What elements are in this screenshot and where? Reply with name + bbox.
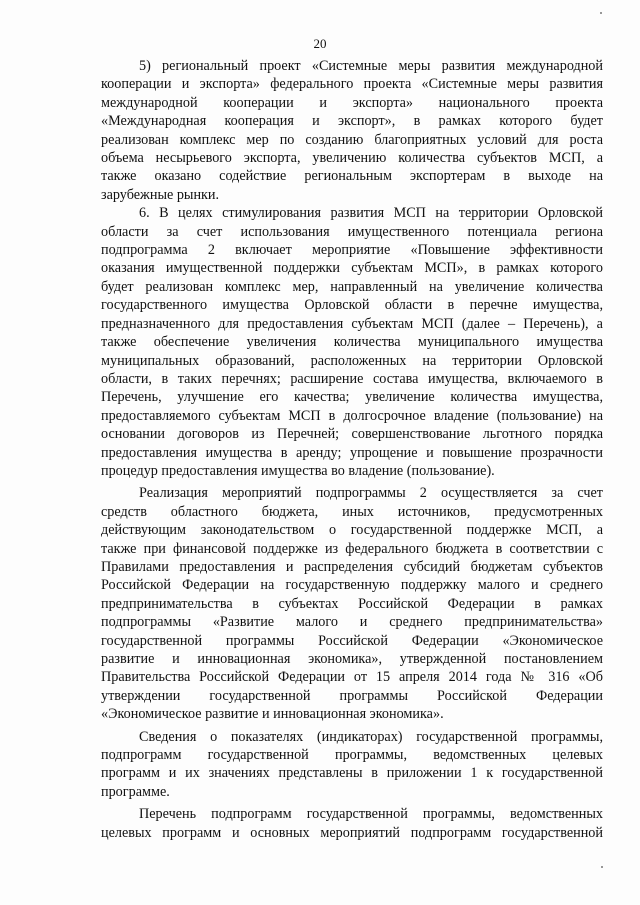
scan-speck xyxy=(600,12,602,14)
page-number: 20 xyxy=(313,36,327,51)
text-line: подпрограмма 2 включает мероприятие «Повышение эффективности xyxy=(101,242,603,259)
text-line: государственного имущества Орловской области в перечне имущества, xyxy=(101,297,603,314)
text-line: предназначенного для предоставления субъектам МСП (далее – Перечень), а xyxy=(101,315,603,332)
text-line: процедур предоставления имущества во владение (пользование). xyxy=(101,462,495,479)
text-line: Правительства Российской Федерации от 15 апреля 2014 года № 316 «Об xyxy=(101,669,603,686)
paragraph-property-support xyxy=(101,204,603,480)
text-line: «Международная кооперация и экспорт», в рамках которого будет xyxy=(101,113,603,130)
text-line: также при финансовой поддержке из федерального бюджета в соответствии с xyxy=(101,540,603,557)
text-line: предпринимательства в субъектах Российской Федерации в рамках xyxy=(101,595,603,612)
text-line: развитие и инновационная экономика», утвержденной постановлением xyxy=(101,651,603,667)
text-line: подпрограммы «Развитие малого и среднего предпринимательства» xyxy=(101,614,603,631)
paragraph-subprogram-list xyxy=(101,805,603,842)
paragraph-regional-project xyxy=(101,57,603,204)
text-line: также оказано содействие региональным экспортерам в выходе на xyxy=(101,168,603,185)
scan-speck xyxy=(601,866,603,868)
text-line: Правилами предоставления и распределения субсидий бюджетам субъектов xyxy=(101,558,603,575)
paragraph-indicators xyxy=(101,728,603,802)
text-line: 6. В целях стимулирования развития МСП на территории Орловской xyxy=(139,205,603,222)
text-line: кооперации и экспорта» федерального проекта «Системные меры развития xyxy=(101,76,603,93)
text-line: международной кооперации и экспорта» национального проекта xyxy=(101,94,603,111)
text-line: Российской Федерации на государственную поддержку малого и среднего xyxy=(101,577,603,594)
text-line: области за счет использования имущественного потенциала региона xyxy=(101,223,603,240)
text-line: утверждении государственной программы Российской Федерации xyxy=(101,687,603,704)
text-line: средств областного бюджета, иных источников, предусмотренных xyxy=(101,503,603,520)
text-line: предоставления имущества в аренду; упрощение и повышение прозрачности xyxy=(101,444,603,461)
text-line: «Экономическое развитие и инновационная экономика». xyxy=(101,706,444,723)
text-line: будет реализован комплекс мер, направленный на увеличение количества xyxy=(101,278,603,295)
text-line: также обеспечение увеличения количества муниципального имущества xyxy=(101,334,603,351)
text-line: Перечень подпрограмм государственной программы, ведомственных xyxy=(139,806,603,823)
text-line: 5) региональный проект «Системные меры развития международной xyxy=(139,58,603,74)
text-line: основании договоров из Перечней; совершенствование льготного порядка xyxy=(101,426,603,443)
text-line: государственной программы Российской Федерации «Экономическое xyxy=(101,632,603,649)
text-line: объема несырьевого экспорта, увеличению количества субъектов МСП, а xyxy=(101,150,603,167)
text-line: действующим законодательством о государственной поддержке МСП, а xyxy=(101,522,603,539)
text-line: программ и их значениях представлены в приложении 1 к государственной xyxy=(101,765,603,782)
text-line: Реализация мероприятий подпрограммы 2 осуществляется за счет xyxy=(139,485,603,502)
text-line: предоставляемого субъектам МСП в долгосрочное владение (пользование) на xyxy=(101,407,603,424)
text-line: Перечень, улучшение его качества; увеличение количества имущества, xyxy=(101,389,603,406)
text-line: оказания имущественной поддержки субъектам МСП», в рамках которого xyxy=(101,260,603,277)
text-line: зарубежные рынки. xyxy=(101,186,220,203)
paragraph-implementation-funding xyxy=(101,484,603,723)
text-line: Сведения о показателях (индикаторах) государственной программы, xyxy=(139,728,603,745)
text-line: программе. xyxy=(101,783,170,800)
text-line: области, в таких перечнях; расширение состава имущества, включаемого в xyxy=(101,370,603,387)
text-line: целевых программ и основных мероприятий подпрограмм государственной xyxy=(101,824,603,841)
document-body xyxy=(101,57,603,842)
text-line: реализован комплекс мер по созданию благоприятных условий для роста xyxy=(101,131,603,148)
text-line: муниципальных образований, расположенных на территории Орловской xyxy=(101,352,603,369)
text-line: подпрограмм государственной программы, ведомственных целевых xyxy=(101,747,603,764)
